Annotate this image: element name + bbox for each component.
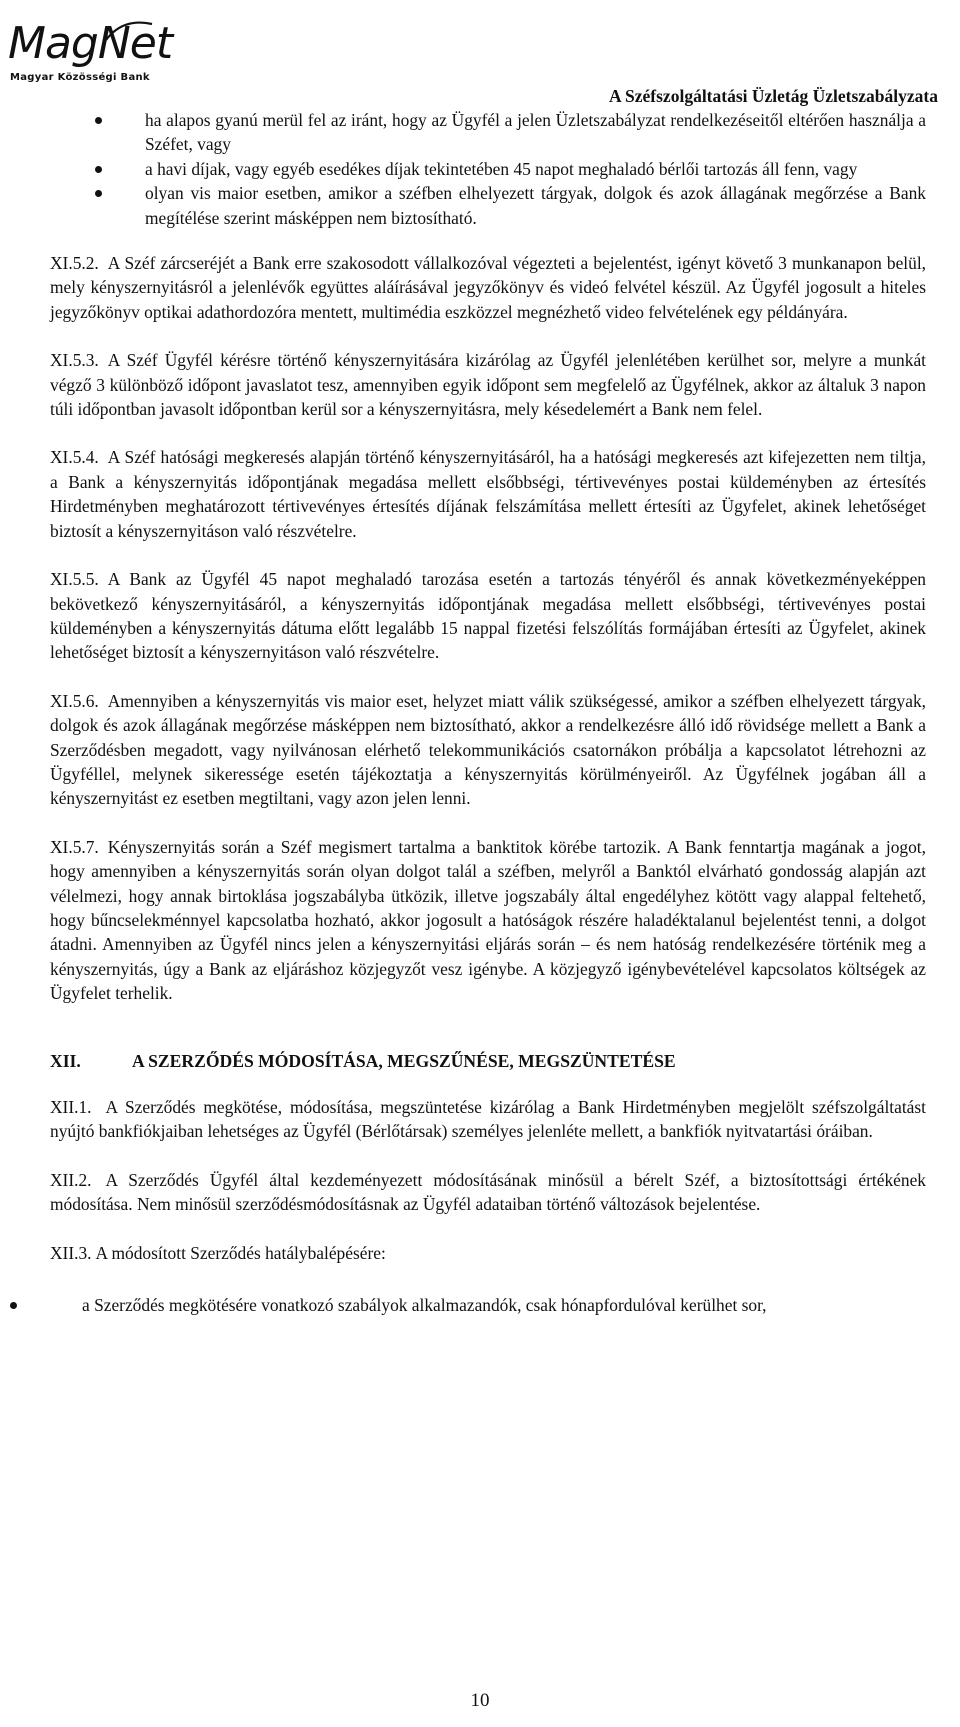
- page-number: 10: [470, 1690, 490, 1711]
- paragraph-text: A Szerződés Ügyfél által kezdeményezett módosításának minősül a bérelt Széf, a biztosítottsági értékének módosítása. Nem minősül szerződésmódosításnak az Ügyfél adataiban történő változások bejelentése.: [50, 1169, 926, 1215]
- bullet-item: [50, 108, 926, 157]
- paragraph-number: XII.2.: [50, 1169, 92, 1190]
- bullet-icon: [95, 166, 102, 173]
- bullet-icon: [10, 1302, 17, 1309]
- paragraph-text: Amennyiben a kényszernyitás vis maior eset, helyzet miatt válik szükségessé, amikor a széfben elhelyezett tárgyak, dolgok és azok állagának megőrzése másképpen nem biztosítható, akkor a rendelkezésre álló idő rövidsége mellett a Bank a Szerződésben megadott, vagy nyilvánosan elérhető telekommunikációs csatornákon próbálja a kapcsolatot létrehozni az Ügyféllel, melynek sikeressége esetén tájékoztatja a kényszernyitás körülményeiről. Az Ügyfélnek jogában áll a kényszernyitást ez esetben megtiltani, vagy azon jelen lenni.: [50, 690, 926, 809]
- document-body: [50, 108, 926, 1317]
- paragraph-text: A Széf zárcseréjét a Bank erre szakosodott vállalkozóval végezteti a bejelentést, igényt követő 3 munkanapon belül, mely kényszernyitásról a jelenlévők együttes aláírásával jegyzőkönyv és videó felvétel készül. Az Ügyfél jogosult a hiteles jegyzőkönyv optikai adathordozóra mentett, multimédia eszközzel megnézhető video felvételének egy példányára.: [50, 253, 926, 322]
- logo-wordmark: MagNet: [8, 18, 173, 69]
- paragraph-number: XI.5.5.: [50, 569, 99, 590]
- bullet-item: [50, 181, 926, 230]
- bottom-bullet-list: [0, 1293, 926, 1317]
- bullet-icon: [95, 190, 102, 197]
- logo-tagline: Magyar Közösségi Bank: [10, 72, 150, 83]
- paragraph-number: XII.3.: [50, 1242, 92, 1263]
- section-title: A SZERZŐDÉS MÓDOSÍTÁSA, MEGSZŰNÉSE, MEGSZÜNTETÉSE: [132, 1050, 676, 1071]
- bank-logo: [8, 18, 173, 88]
- bullet-item: [50, 1293, 926, 1317]
- bullet-item: [50, 157, 926, 181]
- top-bullet-list: [0, 108, 926, 230]
- paragraph-xii-2: [50, 1168, 926, 1217]
- paragraph-xii-1: [50, 1095, 926, 1144]
- paragraph-text: Kényszernyitás során a Széf megismert tartalma a banktitok körébe tartozik. A Bank fenntartja magának a jogot, hogy amennyiben a kényszernyitás során olyan dolgot talál a széfben, melyről a Banktól elvárható gondosság alapján azt vélelmezi, hogy annak birtoklása jogszabályba ütközik, illetve jogszabály által engedélyhez kötött vagy alappal feltehető, hogy bűncselekménnyel kapcsolatba hozható, akkor jogosult a hatóságok részére haladéktalanul bejelentést tenni, a dolgot átadni. Amennyiben az Ügyfél nincs jelen a kényszernyitási eljárás során – és nem hatóság rendelkezésére történik meg a kényszernyitás, úgy a Bank az eljáráshoz közjegyzőt vesz igénybe. A közjegyző igénybevételével kapcsolatos költségek az Ügyfelet terhelik.: [50, 836, 926, 1004]
- paragraph-number: XI.5.3.: [50, 350, 99, 371]
- section-number: XII.: [50, 1050, 81, 1071]
- bullet-text: a Szerződés megkötésére vonatkozó szabályok alkalmazandók, csak hónapfordulóval kerülhet sor,: [82, 1295, 767, 1316]
- paragraph-xii-3: [50, 1241, 926, 1265]
- paragraph-xi-5-6: [50, 689, 926, 811]
- paragraph-text: A Bank az Ügyfél 45 napot meghaladó tarozása esetén a tartozás tényéről és annak következményeképpen bekövetkező kényszernyitásáról, a kényszernyitás időpontjának megadása mellett elsőbbségi, tértivevényes postai küldeményben a kényszernyitás dátuma előtt legalább 15 nappal fizetési felszólítás formájában értesíti az Ügyfelet, akinek lehetőséget biztosít a kényszernyitáson való részvételre.: [50, 569, 926, 663]
- paragraph-text: A Széf Ügyfél kérésre történő kényszernyitására kizárólag az Ügyfél jelenlétében kerülhet sor, melyre a munkát végző 3 különböző időpont javaslatot tesz, amennyiben egyik időpont sem megfelelő az Ügyfélnek, akkor az általuk 3 napon túli időpontban javasolt időpontban kerül sor a kényszernyitásra, mely késedelemért a Bank nem felel.: [50, 350, 926, 420]
- bullet-text: a havi díjak, vagy egyéb esedékes díjak tekintetében 45 napot meghaladó bérlői tartozás áll fenn, vagy: [145, 158, 858, 179]
- paragraph-number: XI.5.7.: [50, 836, 99, 857]
- bullet-text: ha alapos gyanú merül fel az iránt, hogy az Ügyfél a jelen Üzletszabályzat rendelkezéseitől eltérően használja a Széfet, vagy: [145, 110, 926, 155]
- paragraph-number: XI.5.2.: [50, 253, 99, 274]
- paragraph-text: A Szerződés megkötése, módosítása, megszüntetése kizárólag a Bank Hirdetményben megjelölt széfszolgáltatást nyújtó bankfiókjaiban lehetséges az Ügyfél (Bérlőtársak) személyes jelenléte mellett, a bankfiók nyitvatartási óráiban.: [50, 1097, 926, 1142]
- bullet-icon: [95, 117, 102, 124]
- paragraph-text: A Széf hatósági megkeresés alapján történő kényszernyitásáról, ha a hatósági megkeresés azt kifejezetten nem tiltja, a Bank a kényszernyitás időpontjának megadása mellett elsőbbségi, tértivevényes postai küldeményben az értesítés Hirdetményben meghatározott tértivevényes értesítés díjának felszámítása mellett értesíti az Ügyfelet, akinek lehetőséget biztosít a kényszernyitáson való részvételre.: [50, 447, 926, 541]
- paragraph-xi-5-4: [50, 445, 926, 543]
- paragraph-xi-5-5: [50, 567, 926, 665]
- paragraph-xi-5-2: [50, 251, 926, 324]
- paragraph-number: XII.1.: [50, 1097, 92, 1117]
- bullet-text: olyan vis maior esetben, amikor a széfben elhelyezett tárgyak, dolgok és azok állagának megőrzése a Bank megítélése szerint másképpen nem biztosítható.: [145, 183, 926, 228]
- document-header-title: A Széfszolgáltatási Üzletág Üzletszabályzata: [608, 86, 938, 106]
- paragraph-xi-5-3: [50, 348, 926, 421]
- paragraph-text: A módosított Szerződés hatálybalépésére:: [95, 1242, 386, 1263]
- paragraph-number: XI.5.4.: [50, 447, 99, 468]
- section-heading: [50, 1049, 926, 1073]
- logo-swoosh-icon: [104, 20, 154, 44]
- paragraph-number: XI.5.6.: [50, 690, 99, 711]
- paragraph-xi-5-7: [50, 835, 926, 1006]
